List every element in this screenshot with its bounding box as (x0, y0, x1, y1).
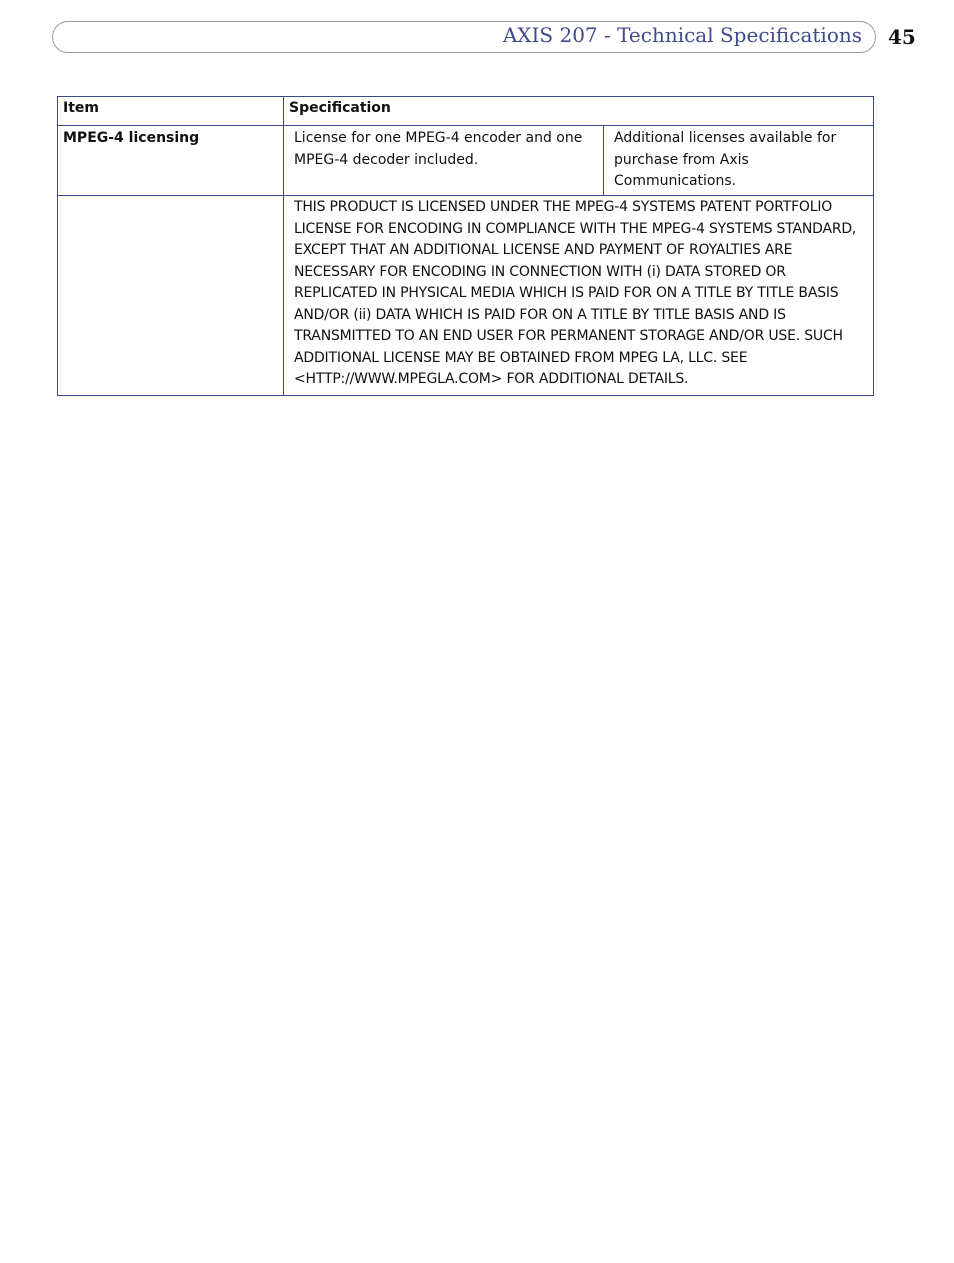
license-notice: THIS PRODUCT IS LICENSED UNDER THE MPEG-4 SYSTEMS PATENT PORTFOLIO LICENSE FOR ENCODING IN COMPLIANCE WITH THE MPEG-4 SYSTEMS STANDARD, EXCEPT THAT AN ADDITIONAL LICENSE AND PAYMENT OF ROYALTIES ARE NECESSARY FOR ENCODING IN CONNECTION WITH (i) DATA STORED OR REPLICATED IN PHYSICAL MEDIA WHICH IS PAID FOR ON A TITLE BY TITLE BASIS AND/OR (ii) DATA WHICH IS PAID FOR ON A TITLE BY TITLE BASIS AND IS TRANSMITTED TO AN END USER FOR PERMANENT STORAGE AND/OR USE. SUCH ADDITIONAL LICENSE MAY BE OBTAINED FROM MPEG LA, LLC. SEE <HTTP://WWW.MPEGLA.COM> FOR ADDITIONAL DETAILS. (284, 196, 874, 396)
row-spec-cell: Additional licenses available for purchase from Axis Communications. (604, 126, 874, 196)
header-item: Item (58, 97, 284, 126)
row-spec-cell: License for one MPEG-4 encoder and one MPEG-4 decoder included. (284, 126, 604, 196)
row-item-label (58, 196, 284, 396)
page-title: AXIS 207 - Technical Specifications (502, 23, 862, 47)
table-row (58, 196, 874, 396)
table-header-row (58, 97, 874, 126)
spec-table (57, 96, 874, 396)
table-row (58, 126, 874, 196)
header-specification: Specification (284, 97, 874, 126)
page-number: 45 (888, 25, 916, 49)
row-item-label: MPEG-4 licensing (58, 126, 284, 196)
